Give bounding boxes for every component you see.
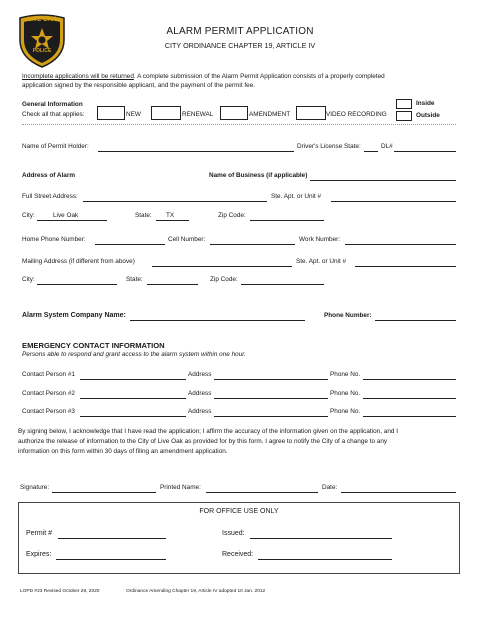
- received-field[interactable]: [258, 559, 392, 560]
- permit-holder-field[interactable]: [98, 151, 294, 152]
- alarm-company-label: Alarm System Company Name:: [22, 312, 126, 319]
- dl-number-label: DL#: [381, 143, 393, 150]
- office-use-heading: FOR OFFICE USE ONLY: [199, 508, 279, 515]
- issued-field[interactable]: [250, 538, 392, 539]
- contact-2-address-field[interactable]: [214, 398, 328, 399]
- intro-line2: application signed by the responsible applicant, and the payment of the permit fee.: [22, 82, 256, 89]
- contact-2-address-label: Address: [188, 390, 212, 397]
- contact-3-phone-field[interactable]: [363, 416, 456, 417]
- contact-3-phone-label: Phone No.: [330, 408, 361, 415]
- mailing-zip-label: Zip Code:: [210, 276, 238, 283]
- date-label: Date:: [322, 484, 338, 491]
- expires-field[interactable]: [56, 559, 166, 560]
- cell-number-label: Cell Number:: [168, 236, 206, 243]
- mailing-state-field[interactable]: [147, 284, 198, 285]
- company-phone-field[interactable]: [375, 320, 456, 321]
- work-number-field[interactable]: [345, 244, 456, 245]
- mailing-apt-label: Ste. Apt. or Unit #: [296, 258, 347, 265]
- new-label: NEW: [126, 111, 141, 118]
- renewal-label: RENEWAL: [182, 111, 214, 118]
- date-field[interactable]: [341, 492, 456, 493]
- intro-line1: . A complete submission of the Alarm Permit Application consists of a properly completed: [133, 73, 385, 80]
- mailing-address-field[interactable]: [152, 266, 292, 267]
- city-field[interactable]: [37, 220, 107, 221]
- contact-3-label: Contact Person #3: [22, 408, 75, 415]
- contact-3-address-label: Address: [188, 408, 212, 415]
- street-address-label: Full Street Address:: [22, 193, 78, 200]
- alarm-company-field[interactable]: [130, 320, 305, 321]
- mailing-address-label: Mailing Address (if different from above): [22, 258, 135, 265]
- cell-number-field[interactable]: [210, 244, 295, 245]
- dl-number-field[interactable]: [394, 151, 456, 152]
- video-recording-label: VIDEO RECORDING: [326, 111, 387, 118]
- contact-1-field[interactable]: [80, 379, 186, 380]
- mailing-zip-field[interactable]: [241, 284, 324, 285]
- check-label: Check all that applies:: [22, 111, 85, 118]
- mailing-apt-field[interactable]: [355, 266, 456, 267]
- company-phone-label: Phone Number:: [324, 312, 372, 319]
- expires-label: Expires:: [26, 551, 52, 558]
- outside-label: Outside: [416, 112, 440, 119]
- footer-revision: LOPD #23 Revised October 28, 2020: [20, 589, 100, 594]
- permit-holder-label: Name of Permit Holder:: [22, 143, 89, 150]
- mailing-city-label: City:: [22, 276, 35, 283]
- badge-bottom-text: POLICE: [32, 48, 52, 54]
- apt-unit-label: Ste. Apt. or Unit #: [271, 193, 322, 200]
- state-field[interactable]: [156, 220, 189, 221]
- contact-2-phone-field[interactable]: [363, 398, 456, 399]
- general-heading: General Information: [22, 101, 83, 108]
- mailing-city-field[interactable]: [37, 284, 117, 285]
- home-phone-label: Home Phone Number:: [22, 236, 86, 243]
- city-value: Live Oak: [53, 212, 79, 219]
- work-number-label: Work Number:: [299, 236, 341, 243]
- permit-number-label: Permit #: [26, 530, 53, 537]
- permit-number-field[interactable]: [58, 538, 166, 539]
- form-subtitle: CITY ORDINANCE CHAPTER 19, ARTICLE IV: [164, 41, 316, 50]
- intro-underlined: Incomplete applications will be returned: [22, 73, 134, 80]
- contact-2-phone-label: Phone No.: [330, 390, 361, 397]
- footer-ordinance: Ordinance Amending Chapter 19, Article IV adopted 10 Jan. 2012: [126, 589, 266, 594]
- issued-label: Issued:: [222, 530, 245, 537]
- business-name-label: Name of Business (if applicable): [209, 172, 308, 179]
- emergency-heading: EMERGENCY CONTACT INFORMATION: [22, 341, 165, 350]
- dl-state-label: Driver's License State:: [297, 143, 361, 150]
- contact-2-label: Contact Person #2: [22, 390, 75, 397]
- signature-field[interactable]: [52, 492, 156, 493]
- zip-label: Zip Code:: [218, 212, 246, 219]
- acknowledgement-line3: information on this form within 30 days of filing an amendment application.: [18, 448, 228, 455]
- inside-checkbox[interactable]: [396, 99, 412, 109]
- contact-1-label: Contact Person #1: [22, 371, 75, 378]
- home-phone-field[interactable]: [95, 244, 165, 245]
- contact-1-address-label: Address: [188, 371, 212, 378]
- printed-name-field[interactable]: [206, 492, 318, 493]
- contact-3-address-field[interactable]: [214, 416, 328, 417]
- emergency-subheading: Persons able to respond and grant access to the alarm system within one hour.: [22, 351, 246, 358]
- contact-1-phone-field[interactable]: [363, 379, 456, 380]
- apt-unit-field[interactable]: [331, 201, 456, 202]
- mailing-state-label: State:: [126, 276, 143, 283]
- state-value: TX: [166, 212, 175, 219]
- dl-state-field[interactable]: [364, 151, 378, 152]
- amendment-checkbox[interactable]: [220, 106, 248, 120]
- acknowledgement-line1: By signing below, I acknowledge that I have read the application; I affirm the accuracy of the information given on the application, and I: [18, 428, 399, 435]
- inside-label: Inside: [416, 100, 435, 107]
- street-address-field[interactable]: [83, 201, 267, 202]
- alarm-address-heading: Address of Alarm: [22, 172, 76, 179]
- form-title: ALARM PERMIT APPLICATION: [166, 26, 314, 37]
- printed-name-label: Printed Name:: [160, 484, 201, 491]
- renewal-checkbox[interactable]: [151, 106, 181, 120]
- received-label: Received:: [222, 551, 254, 558]
- zip-field[interactable]: [250, 220, 324, 221]
- contact-3-field[interactable]: [80, 416, 186, 417]
- acknowledgement-line2: authorize the release of information to the City of Live Oak as provided for by this form. I agree to notify the City of a change to any: [18, 438, 388, 445]
- contact-2-field[interactable]: [80, 398, 186, 399]
- city-label: City:: [22, 212, 35, 219]
- intro-text-line1: [22, 73, 385, 80]
- amendment-label: AMENDMENT: [249, 111, 291, 118]
- business-name-field[interactable]: [310, 180, 456, 181]
- signature-label: Signature:: [20, 484, 50, 491]
- new-checkbox[interactable]: [97, 106, 125, 120]
- contact-1-address-field[interactable]: [214, 379, 328, 380]
- contact-1-phone-label: Phone No.: [330, 371, 361, 378]
- video-recording-checkbox[interactable]: [296, 106, 326, 120]
- section-divider: [22, 124, 456, 125]
- state-label: State:: [135, 212, 152, 219]
- badge-top-text: LIVE OAK: [27, 17, 57, 23]
- outside-checkbox[interactable]: [396, 111, 412, 121]
